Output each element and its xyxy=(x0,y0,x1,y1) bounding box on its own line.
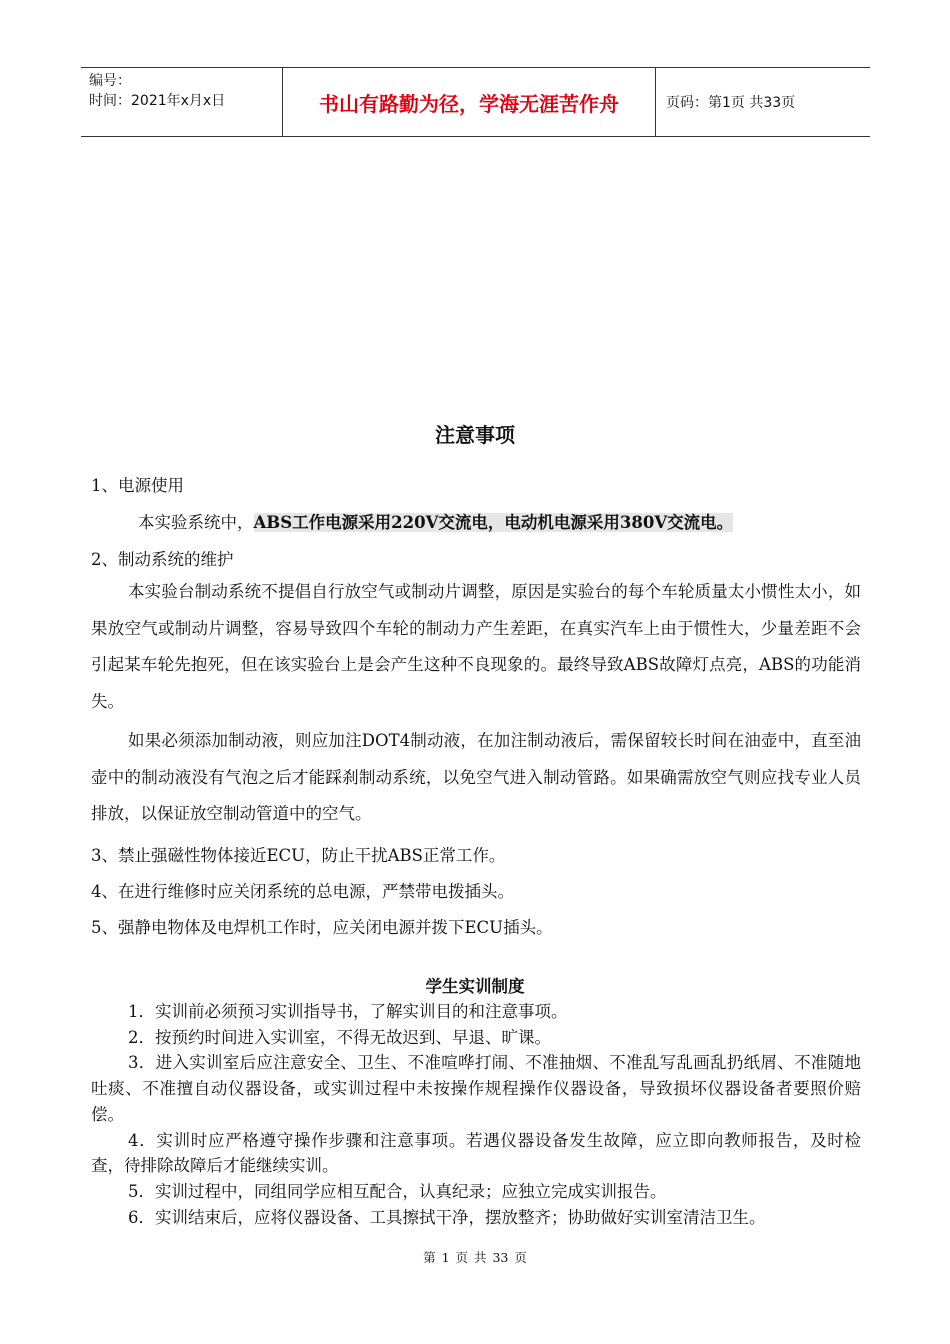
rule-item: 5．实训过程中，同组同学应相互配合，认真纪录；应独立完成实训报告。 xyxy=(128,1181,667,1201)
rule-item: 1．实训前必须预习实训指导书，了解实训目的和注意事项。 xyxy=(128,1002,568,1021)
section-heading-power: 1、电源使用 xyxy=(91,476,184,495)
rule-item: 3．进入实训室后应注意安全、卫生、不准喧哗打闹、不准抽烟、不准乱写乱画乱扔纸屑、不准随地吐痰、不准擅自动仪器设备，或实训过程中未按操作规程操作仪器设备，导致损坏仪器设备者要照价赔偿。 xyxy=(91,1053,861,1124)
page-footer: 第 1 页 共 33 页 xyxy=(423,1250,527,1265)
rules-title: 学生实训制度 xyxy=(425,977,525,996)
brake-paragraph-1: 本实验台制动系统不提倡自行放空气或制动片调整，原因是实验台的每个车轮质量太小惯性太小，如果放空气或制动片调整，容易导致四个车轮的制动力产生差距，在真实汽车上由于惯性大，少量差距不会引起某车轮先抱死，但在该实验台上是会产生这种不良现象的。最终导致ABS故障灯点亮，ABS的功能消失。 xyxy=(91,582,861,712)
section-item-5: 5、强静电物体及电焊机工作时，应关闭电源并拨下ECU插头。 xyxy=(91,918,553,937)
power-note xyxy=(138,509,733,533)
header-motto: 书山有路勤为径，学海无涯苦作舟 xyxy=(282,68,656,136)
rule-item: 4．实训时应严格遵守操作步骤和注意事项。若遇仪器设备发生故障，应立即向教师报告，及时检查，待排除故障后才能继续实训。 xyxy=(91,1130,861,1176)
document-number-label: 编号： xyxy=(89,73,131,89)
section-item-4: 4、在进行维修时应关闭系统的总电源，严禁带电拨插头。 xyxy=(91,882,514,901)
rules-list xyxy=(91,999,861,1230)
page-title: 注意事项 xyxy=(435,423,515,447)
power-note-highlight: ABS工作电源采用220V交流电，电动机电源采用380V交流电。 xyxy=(253,513,734,532)
rule-item: 2．按预约时间进入实训室，不得无故迟到、早退、旷课。 xyxy=(128,1027,551,1047)
brake-paragraph-2: 如果必须添加制动液，则应加注DOT4制动液，在加注制动液后，需保留较长时间在油壶中，直至油壶中的制动液没有气泡之后才能踩刹制动系统，以免空气进入制动管路。如果确需放空气则应找专业人员排放，以保证放空制动管道中的空气。 xyxy=(91,731,861,824)
section-item-3: 3、禁止强磁性物体接近ECU，防止干扰ABS正常工作。 xyxy=(91,846,506,865)
rule-item: 6．实训结束后，应将仪器设备、工具擦拭干净，摆放整齐；协助做好实训室清洁卫生。 xyxy=(128,1207,766,1227)
section-heading-brake: 2、制动系统的维护 xyxy=(91,550,234,569)
header-page-info: 页码：第1页 共33页 xyxy=(666,95,796,111)
header-meta xyxy=(81,68,282,136)
page-header xyxy=(81,67,870,137)
document-date: 时间：2021年x月x日 xyxy=(89,93,226,109)
power-note-prefix: 本实验系统中， xyxy=(138,513,254,532)
